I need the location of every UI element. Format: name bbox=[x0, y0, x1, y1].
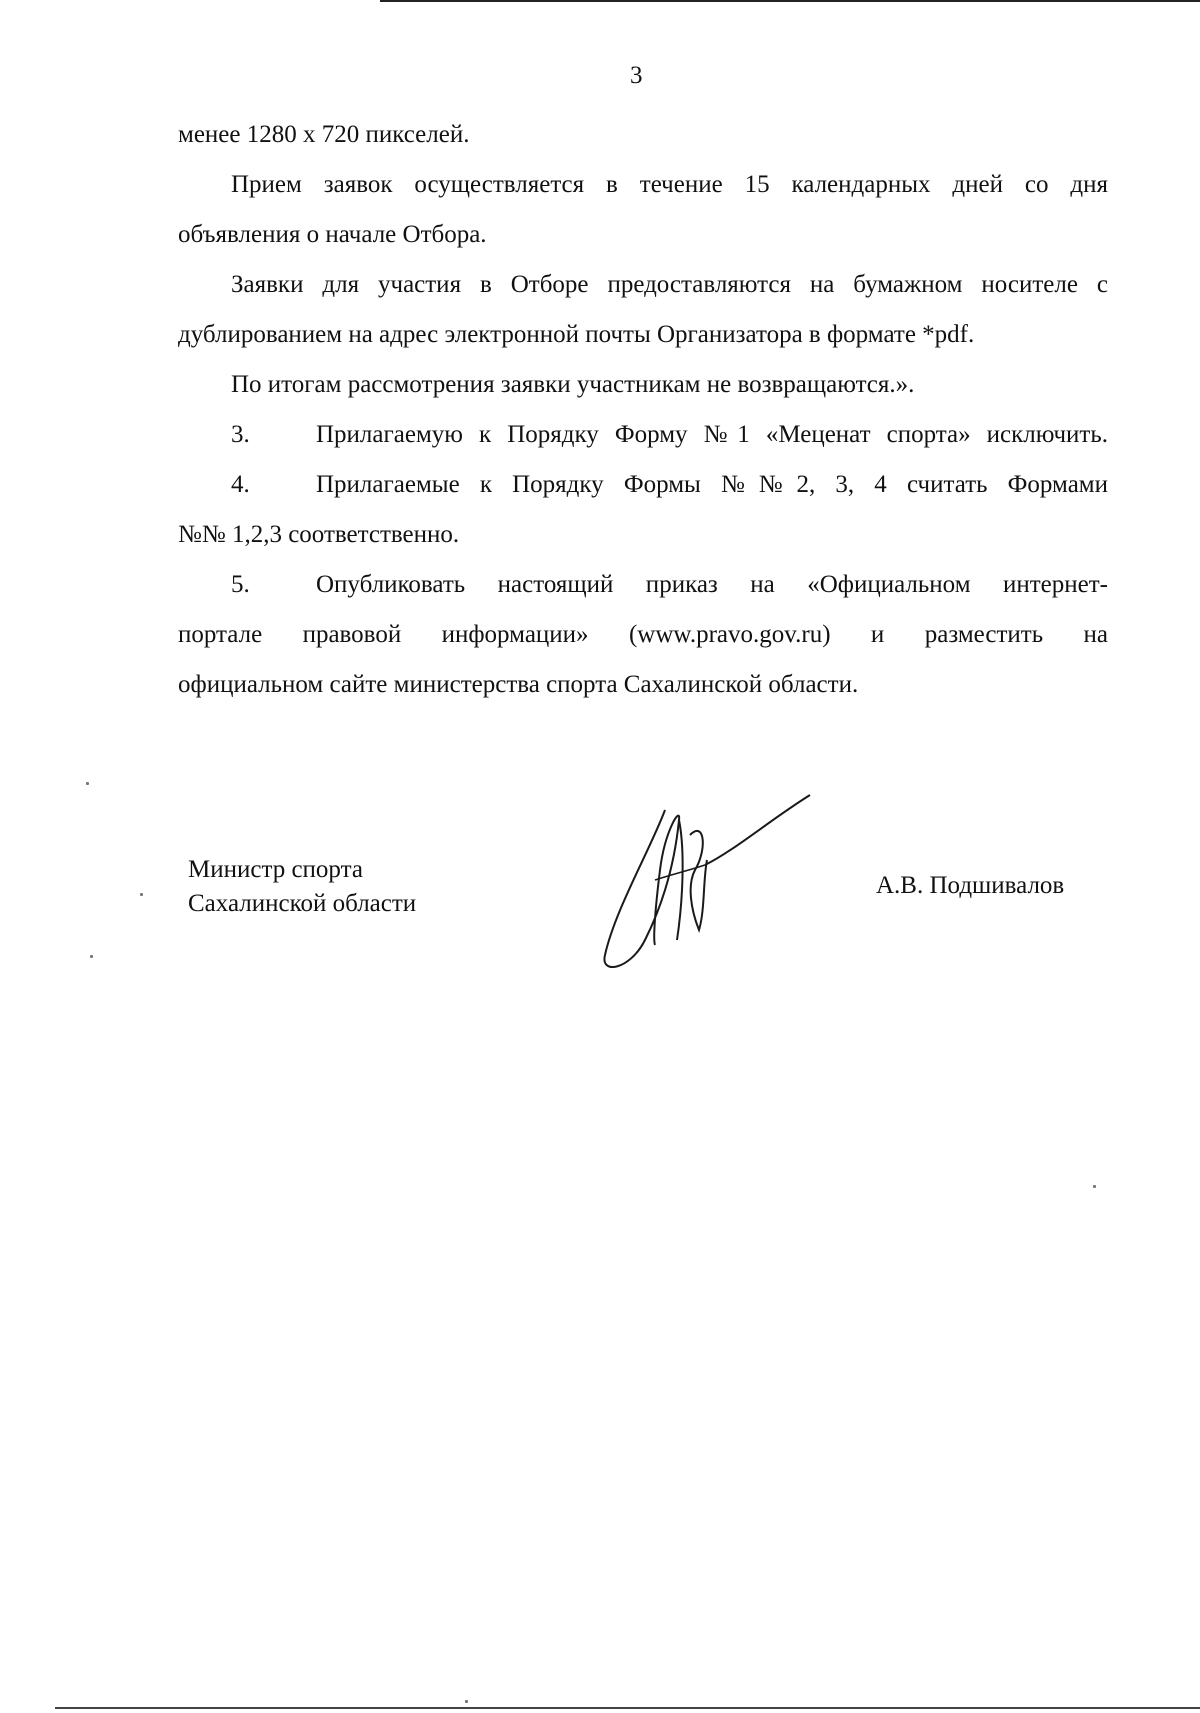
paragraph-line: №№ 1,2,3 соответственно. bbox=[178, 521, 460, 548]
page-number: 3 bbox=[630, 62, 643, 89]
item-text: Прилагаемую к Порядку Форму №1 «Меценат спорта» исключить. bbox=[316, 421, 1108, 448]
scan-speck bbox=[465, 1700, 468, 1703]
item-text: Прилагаемые к Порядку Формы №№2, 3, 4 считать Формами bbox=[316, 471, 1108, 498]
body-text bbox=[178, 110, 1108, 710]
scan-speck bbox=[90, 955, 93, 958]
list-item-3 bbox=[178, 410, 1108, 460]
paragraph-line: портале правовой информации» (www.pravo.gov.ru) и разместить на bbox=[178, 621, 1108, 648]
scan-speck bbox=[1093, 1185, 1096, 1188]
signatory-title bbox=[188, 853, 416, 921]
paragraph-line: объявления о начале Отбора. bbox=[178, 221, 487, 248]
scan-speck bbox=[140, 893, 143, 896]
signatory-title-line: Сахалинской области bbox=[188, 890, 417, 917]
paragraph-line: дублированием на адрес электронной почты Организатора в формате *pdf. bbox=[178, 321, 975, 348]
bottom-scan-edge bbox=[55, 1707, 1200, 1709]
signatory-name: А.В. Подшивалов bbox=[876, 872, 1065, 899]
list-item-5 bbox=[178, 560, 1108, 610]
item-text: Опубликовать настоящий приказ на «Официальном интернет- bbox=[316, 571, 1108, 598]
item-number: 4. bbox=[231, 471, 250, 498]
top-scan-edge bbox=[380, 0, 1200, 2]
paragraph-line: Заявки для участия в Отборе предоставляются на бумажном носителе с bbox=[231, 271, 1108, 298]
handwritten-signature bbox=[595, 790, 825, 970]
scan-speck bbox=[86, 782, 89, 785]
paragraph-line: По итогам рассмотрения заявки участникам не возвращаются.». bbox=[231, 371, 915, 398]
item-number: 3. bbox=[231, 421, 250, 448]
signatory-title-line: Министр спорта bbox=[188, 856, 363, 883]
list-item-4 bbox=[178, 460, 1108, 510]
item-number: 5. bbox=[231, 571, 250, 598]
paragraph-continuation: менее 1280 х 720 пикселей. bbox=[178, 121, 470, 148]
paragraph-line: официальном сайте министерства спорта Сахалинской области. bbox=[178, 671, 859, 698]
paragraph-line: Прием заявок осуществляется в течение 15 календарных дней со дня bbox=[231, 171, 1108, 198]
